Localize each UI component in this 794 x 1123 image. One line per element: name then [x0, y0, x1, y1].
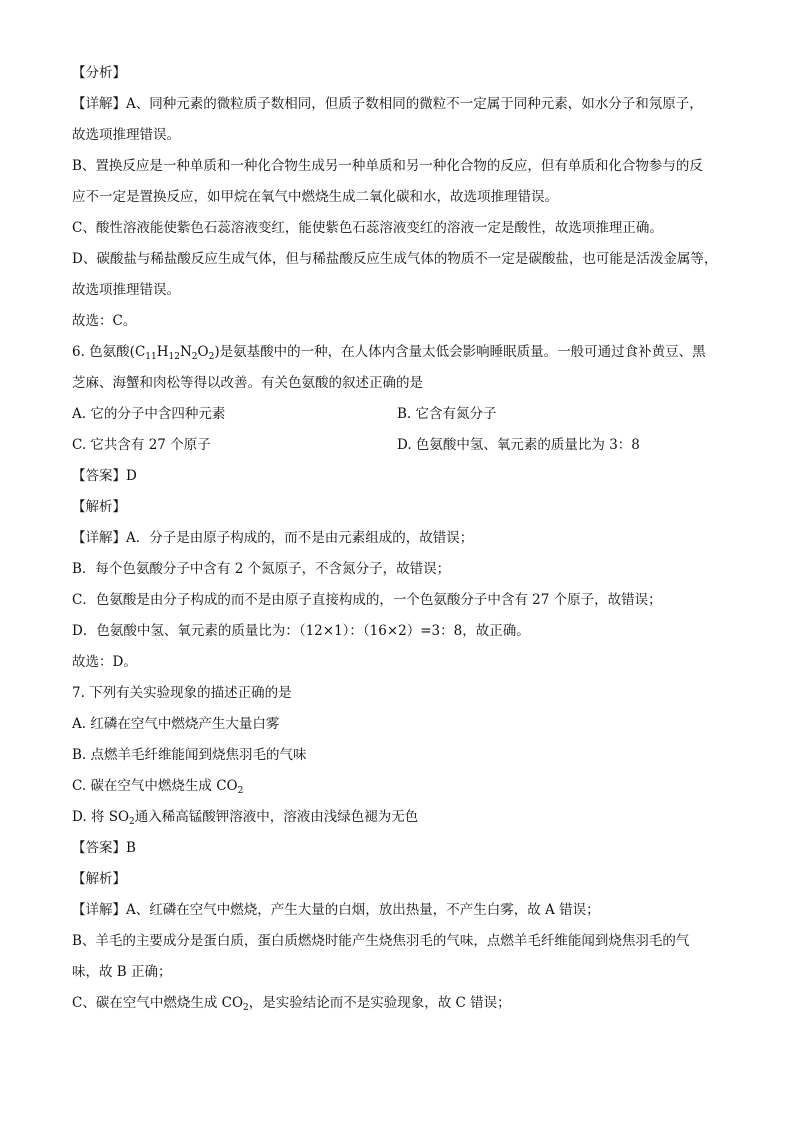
detail-line: D、碳酸盐与稀盐酸反应生成气体，但与稀盐酸反应生成气体的物质不一定是碳酸盐，也可能是活泼金属等，: [72, 251, 718, 267]
detail-tag: 【详解】: [72, 96, 126, 112]
detail-line: [72, 895, 726, 926]
document-page: [72, 58, 726, 1019]
option-b: B. 它含有氮分子: [397, 406, 497, 422]
choice-summary: 故选：D。: [72, 654, 137, 670]
answer-line: [72, 833, 726, 864]
detail-line: 故选项推理错误。: [72, 127, 180, 143]
explain-heading: [72, 864, 726, 895]
detail-tag: 【详解】: [72, 530, 126, 546]
detail-line: C、酸性溶液能使紫色石蕊溶液变红，能使紫色石蕊溶液变红的溶液一定是酸性，故选项推理正确。: [72, 220, 663, 236]
detail-line: C、碳在空气中燃烧生成 $CO_2$，是实验结论而不是实验现象，故 C 错误；: [72, 995, 511, 1013]
detail-text: A、红磷在空气中燃烧，产生大量的白烟，放出热量，不产生白雾，故 A 错误；: [126, 902, 600, 918]
answer-value: D: [126, 468, 137, 484]
option-a: A. 它的分子中含四种元素: [72, 406, 226, 422]
detail-line: B、羊毛的主要成分是蛋白质，蛋白质燃烧时能产生烧焦羽毛的气味，点燃羊毛纤维能闻到烧焦羽毛的气: [72, 933, 690, 949]
option-d: D. 色氨酸中氢、氧元素的质量比为 3：8: [397, 437, 640, 453]
answer-tag: 【答案】: [72, 840, 126, 856]
detail-line: C．色氨酸是由分子构成的而不是由原子直接构成的，一个色氨酸分子中含有 27 个原子，故错误；: [72, 592, 662, 608]
explain-tag: 【解析】: [72, 499, 126, 515]
explain-tag: 【解析】: [72, 871, 126, 887]
detail-text: A、同种元素的微粒质子数相同，但质子数相同的微粒不一定属于同种元素，如水分子和氖原子，: [126, 96, 703, 112]
answer-value: B: [126, 840, 136, 856]
option-c: C. 碳在空气中燃烧生成 $CO_2$: [72, 778, 244, 796]
answer-tag: 【答案】: [72, 468, 126, 484]
answer-line: [72, 461, 726, 492]
detail-line: 应不一定是置换反应，如甲烷在氧气中燃烧生成二氧化碳和水，故选项推理错误。: [72, 189, 558, 205]
question-7-stem: 7. 下列有关实验现象的描述正确的是: [72, 685, 292, 701]
question-6-options-row: [72, 430, 726, 461]
question-6-options-row: [72, 399, 726, 430]
option-d: D. 将 $SO_2$通入稀高锰酸钾溶液中，溶液由浅绿色褪为无色: [72, 809, 419, 827]
detail-line: 故选项推理错误。: [72, 282, 180, 298]
choice-summary: 故选：C。: [72, 313, 137, 329]
option-a: A. 红磷在空气中燃烧产生大量白雾: [72, 716, 280, 732]
detail-tag: 【详解】: [72, 902, 126, 918]
analysis-heading: [72, 58, 726, 89]
detail-line: 味，故 B 正确；: [72, 964, 172, 980]
detail-line: B．每个色氨酸分子中含有 2 个氮原子，不含氮分子，故错误；: [72, 561, 451, 577]
detail-line: D．色氨酸中氢、氧元素的质量比为：（12×1）：（16×2）=3：8，故正确。: [72, 623, 530, 639]
detail-line: [72, 523, 726, 554]
detail-line: [72, 89, 726, 120]
detail-text: A．分子是由原子构成的，而不是由元素组成的，故错误；: [126, 530, 474, 546]
option-b: B. 点燃羊毛纤维能闻到烧焦羽毛的气味: [72, 747, 307, 763]
analysis-tag: 【分析】: [72, 65, 126, 81]
question-6-stem: 6. 色氨酸$(C_{11}H_{12}N_2O_2)$是氨基酸中的一种，在人体内含量太低会影响睡眠质量。一般可通过食补黄豆、黑: [72, 344, 706, 362]
question-6-stem-cont: 芝麻、海蟹和肉松等得以改善。有关色氨酸的叙述正确的是: [72, 375, 423, 391]
option-c: C. 它共含有 27 个原子: [72, 437, 211, 453]
detail-line: B、置换反应是一种单质和一种化合物生成另一种单质和另一种化合物的反应，但有单质和化合物参与的反: [72, 158, 703, 174]
explain-heading: [72, 492, 726, 523]
